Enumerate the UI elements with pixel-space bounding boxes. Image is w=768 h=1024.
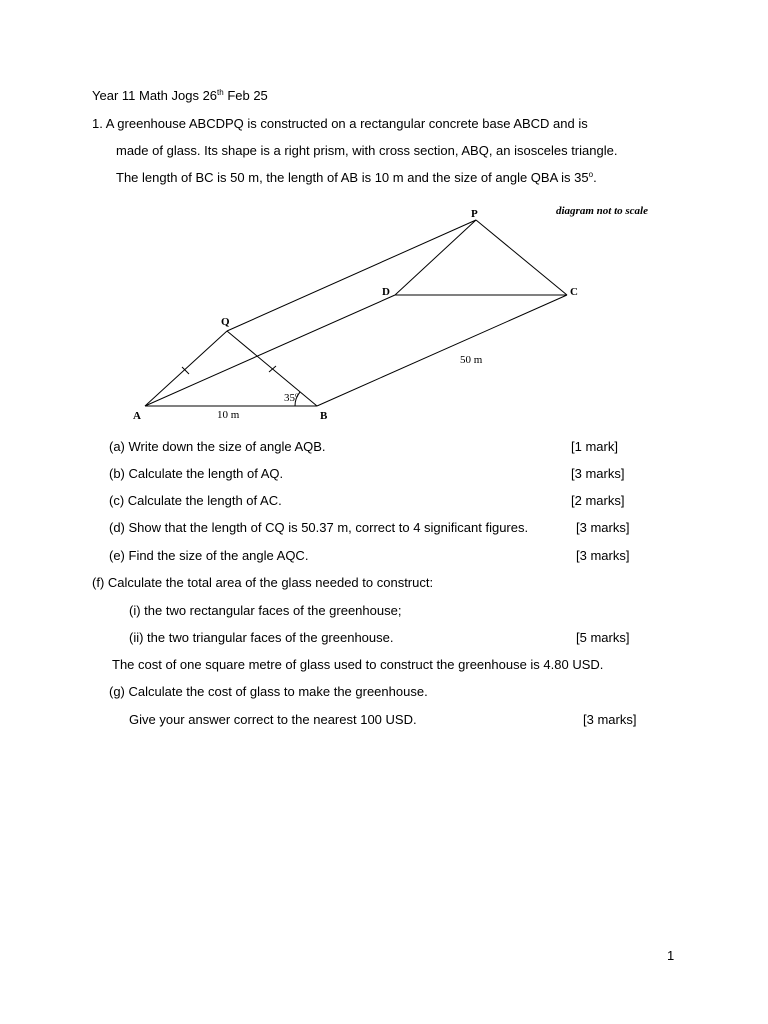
edge-AQ [145,331,227,406]
part-f-marks: [5 marks] [576,630,630,645]
part-f-sub-i: (i) the two rectangular faces of the greenhouse; [129,603,402,618]
part-a-marks: [1 mark] [571,439,618,454]
label-C: C [570,286,578,298]
part-f-text: (f) Calculate the total area of the glass needed to construct: [92,575,434,590]
intro-3-end: . [593,170,597,185]
part-c-text: (c) Calculate the length of AC. [109,493,282,508]
part-f-sub-ii: (ii) the two triangular faces of the greenhouse. [129,630,394,645]
part-b-text: (b) Calculate the length of AQ. [109,466,284,481]
title-date: Feb 25 [223,88,268,103]
label-B: B [320,410,328,422]
part-c-marks: [2 marks] [571,493,625,508]
intro-3-text: The length of BC is 50 m, the length of AB is 10 m and the size of angle QBA is 35 [116,170,589,185]
label-A: A [133,410,141,422]
part-g-sub: Give your answer correct to the nearest 100 USD. [129,712,417,727]
angle-value: 35 [284,392,295,404]
page-number: 1 [667,948,675,963]
tick-mark-aq [182,367,189,374]
label-Q: Q [221,316,230,328]
question-intro-line-3 [116,170,597,186]
page-title [92,88,268,104]
question-intro-line-2: made of glass. Its shape is a right prism, with cross section, ABQ, an isosceles triangle. [116,143,618,158]
question-intro-line-1: 1. A greenhouse ABCDPQ is constructed on a rectangular concrete base ABCD and is [92,116,588,131]
part-b-marks: [3 marks] [571,466,625,481]
edge-PC [476,220,567,295]
diagram-note: diagram not to scale [556,205,648,217]
title-superscript: th [217,88,224,97]
part-a-text: (a) Write down the size of angle AQB. [109,439,326,454]
degree-symbol: o [588,170,594,179]
greenhouse-diagram [120,200,690,430]
part-d-text: (d) Show that the length of CQ is 50.37 m, correct to 4 significant figures. [109,520,529,535]
angle-label [284,391,299,404]
part-e-text: (e) Find the size of the angle AQC. [109,548,309,563]
ab-length-label: 10 m [217,409,240,421]
angle-degree: o [295,391,299,399]
title-text: Year 11 Math Jogs 26 [92,88,218,103]
bc-length-label: 50 m [460,354,483,366]
edge-BC [317,295,567,406]
part-d-marks: [3 marks] [576,520,630,535]
part-g-marks: [3 marks] [583,712,637,727]
edge-QB [227,331,317,406]
edge-PD [395,220,476,295]
part-e-marks: [3 marks] [576,548,630,563]
label-P: P [471,208,478,220]
label-D: D [382,286,390,298]
part-g-text: (g) Calculate the cost of glass to make the greenhouse. [109,684,428,699]
cost-statement: The cost of one square metre of glass used to construct the greenhouse is 4.80 USD. [112,657,604,672]
